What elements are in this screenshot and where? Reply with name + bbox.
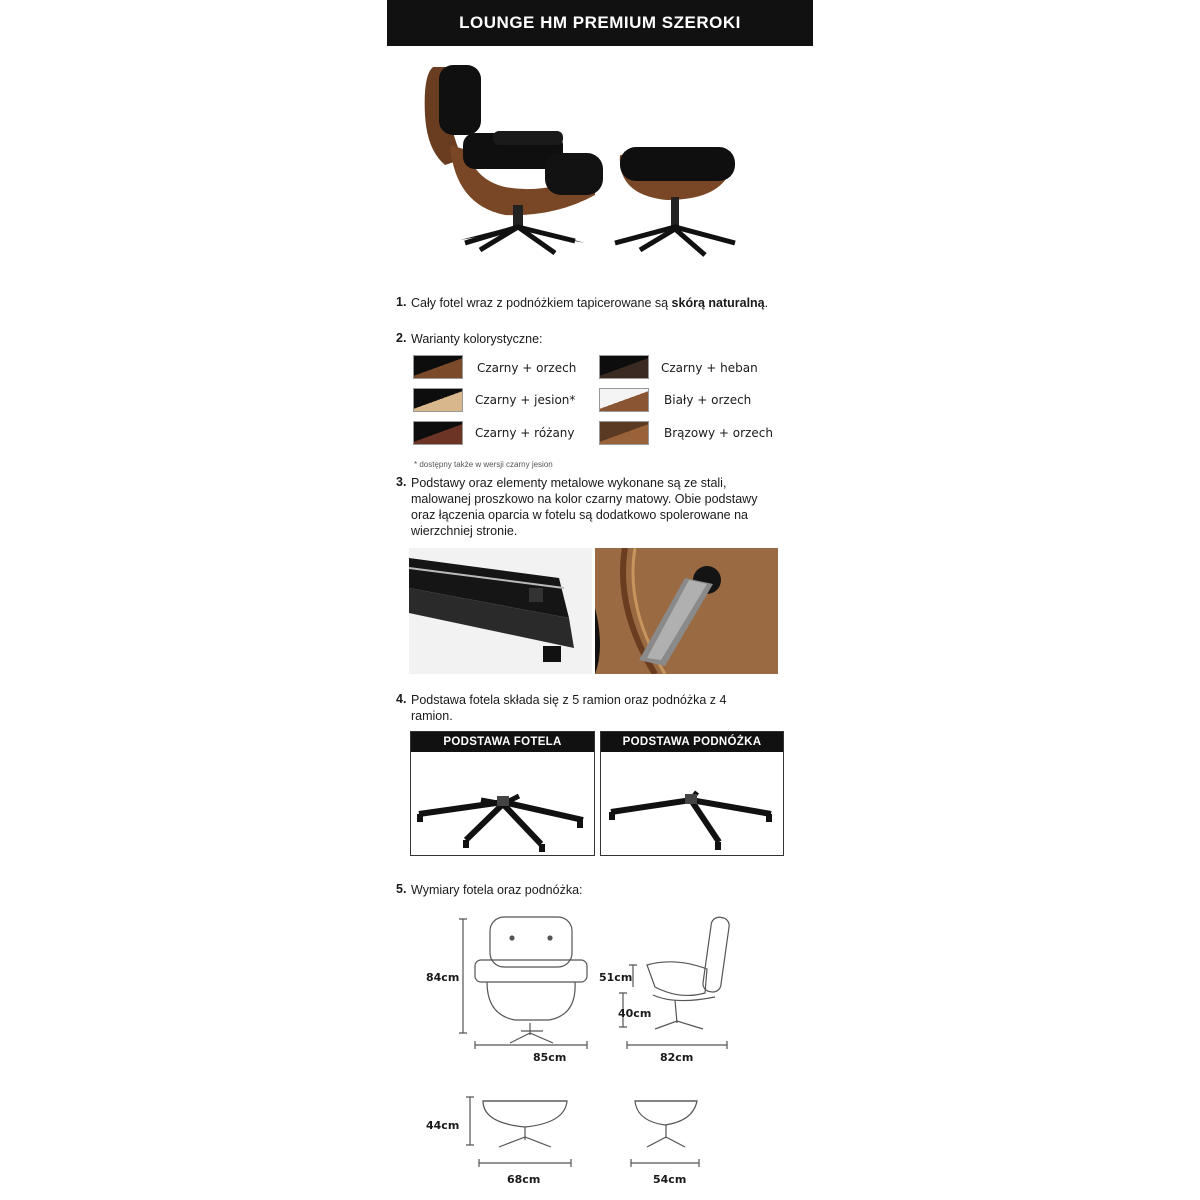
variant-swatch-czarny-orzech bbox=[413, 355, 463, 379]
item-3-line: Podstawy oraz elementy metalowe wykonane są ze stali, bbox=[411, 476, 727, 490]
item-1-text-post: . bbox=[764, 296, 769, 310]
item-4-number: 4. bbox=[396, 692, 407, 706]
variant-label: Biały + orzech bbox=[664, 393, 752, 407]
dim-ottoman-height: 44cm bbox=[426, 1119, 460, 1132]
hero-product-image bbox=[405, 55, 750, 270]
item-4-text bbox=[411, 692, 801, 724]
page-title-text: LOUNGE HM PREMIUM SZEROKI bbox=[459, 13, 741, 32]
variant-swatch-brazowy-orzech bbox=[599, 421, 649, 445]
item-5-number: 5. bbox=[396, 882, 407, 896]
item-3-line: malowanej proszkowo na kolor czarny matowy. Obie podstawy bbox=[411, 492, 758, 506]
variants-footnote: * dostępny także w wersji czarny jesion bbox=[414, 460, 553, 469]
dim-chair-height: 84cm bbox=[426, 971, 460, 984]
item-4-line: ramion. bbox=[411, 709, 453, 723]
dim-seat-back: 51cm bbox=[599, 971, 633, 984]
dim-chair-width: 85cm bbox=[533, 1051, 567, 1064]
item-2-text: Warianty kolorystyczne: bbox=[411, 332, 543, 346]
item-1-text bbox=[411, 295, 811, 311]
item-3-text bbox=[411, 475, 811, 539]
dimension-drawings bbox=[415, 905, 745, 1190]
variant-swatch-czarny-jesion bbox=[413, 388, 463, 412]
item-1-text-bold: skórą naturalną bbox=[671, 296, 765, 310]
item-3-number: 3. bbox=[396, 475, 407, 489]
base-detail-photo bbox=[409, 548, 592, 674]
joint-detail-photo bbox=[595, 548, 778, 674]
variant-label: Czarny + jesion* bbox=[475, 393, 576, 407]
variant-swatch-czarny-heban bbox=[599, 355, 649, 379]
chair-base-label: PODSTAWA FOTELA bbox=[411, 732, 594, 752]
page-title bbox=[387, 0, 813, 46]
variant-swatch-bialy-orzech bbox=[599, 388, 649, 412]
dim-seat-height: 40cm bbox=[618, 1007, 652, 1020]
item-3-line: wierzchniej stronie. bbox=[411, 524, 518, 538]
item-3-line: oraz łączenia oparcia w fotelu są dodatkowo spolerowane na bbox=[411, 508, 749, 522]
ottoman-base-label: PODSTAWA PODNÓŻKA bbox=[601, 732, 783, 752]
variant-label: Czarny + różany bbox=[475, 426, 575, 440]
item-1-number: 1. bbox=[396, 295, 407, 309]
ottoman-base-box bbox=[600, 731, 784, 856]
item-2-number: 2. bbox=[396, 331, 407, 345]
item-4-line: Podstawa fotela składa się z 5 ramion oraz podnóżka z 4 bbox=[411, 693, 727, 707]
chair-base-box bbox=[410, 731, 595, 856]
dim-ottoman-depth: 54cm bbox=[653, 1173, 687, 1186]
dim-chair-depth: 82cm bbox=[660, 1051, 694, 1064]
item-5-text: Wymiary fotela oraz podnóżka: bbox=[411, 883, 583, 897]
variant-label: Czarny + orzech bbox=[477, 361, 577, 375]
variant-swatch-czarny-rozany bbox=[413, 421, 463, 445]
variant-label: Brązowy + orzech bbox=[664, 426, 773, 440]
variant-label: Czarny + heban bbox=[661, 361, 758, 375]
dim-ottoman-width: 68cm bbox=[507, 1173, 541, 1186]
item-1-text-pre: Cały fotel wraz z podnóżkiem tapicerowane są bbox=[411, 296, 672, 310]
color-variants-grid bbox=[413, 355, 793, 451]
